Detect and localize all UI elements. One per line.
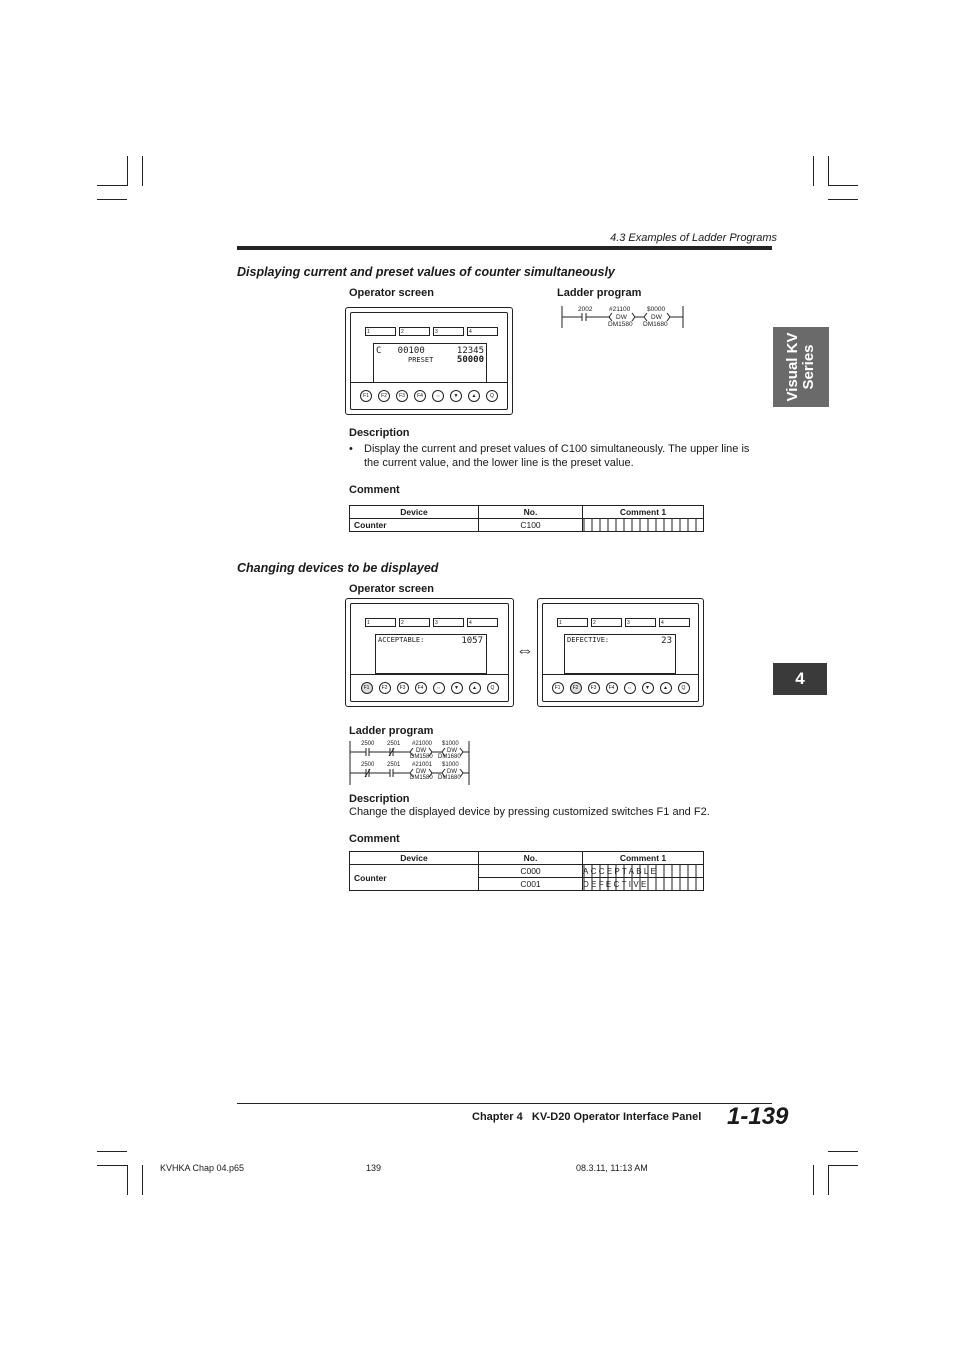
- description-text: Change the displayed device by pressing customized switches F1 and F2.: [349, 806, 710, 818]
- crop-mark: [813, 156, 814, 186]
- function-key-labels: [365, 327, 498, 336]
- ladder-op2-bot: DM1680: [438, 754, 461, 760]
- down-button[interactable]: ▼: [450, 390, 462, 402]
- ladder-contact: 2500: [361, 762, 375, 768]
- ladder-op1-top: #21000: [412, 741, 433, 747]
- crop-mark: [828, 1151, 858, 1152]
- sheet-number: 139: [366, 1163, 382, 1173]
- col-comment: Comment 1: [583, 506, 704, 519]
- ladder-contact: 2501: [387, 741, 401, 747]
- lcd-line2-right: 50000: [456, 355, 484, 365]
- ladder-op1-top: #21100: [609, 306, 631, 313]
- col-device: Device: [350, 506, 479, 519]
- operator-screen-label: Operator screen: [349, 287, 434, 299]
- chapter-tab: 4: [773, 663, 827, 695]
- lcd-line1-right: 12345: [456, 346, 484, 356]
- crop-mark: [828, 185, 858, 186]
- button-row: [351, 674, 508, 701]
- operator-panel-acceptable: [345, 598, 514, 707]
- page-number: 1-139: [727, 1103, 789, 1130]
- lcd-label: ACCEPTABLE:: [378, 636, 425, 644]
- operator-panel-defective: [537, 598, 704, 707]
- button-row: [543, 674, 698, 701]
- button-row: [351, 382, 507, 409]
- crop-mark: [97, 1165, 127, 1166]
- footer-chapter-title: KV-D20 Operator Interface Panel: [531, 1111, 702, 1123]
- footer-rule: [237, 1103, 772, 1104]
- header-rule: [237, 246, 772, 250]
- f1-button[interactable]: F1: [360, 390, 372, 402]
- ladder-op2-mid: DW: [447, 748, 457, 754]
- panel-bezel: [542, 603, 699, 702]
- ladder-contact: 2501: [387, 762, 401, 768]
- ladder-op1-mid: DW: [416, 748, 426, 754]
- ladder-op2-mid: DW: [651, 314, 662, 321]
- fkey-label: 1: [365, 618, 396, 627]
- section2-heading: Changing devices to be displayed: [237, 561, 439, 575]
- switch-button[interactable]: ⇔: [433, 682, 445, 694]
- description-text: Display the current and preset values of C100 simultaneously. The upper line is the current value, and the lower line is the preset value.: [364, 443, 750, 469]
- crop-mark: [97, 1151, 127, 1152]
- f1-button[interactable]: F1: [552, 682, 564, 694]
- panel-bezel: [350, 603, 509, 702]
- ladder-program-label: Ladder program: [557, 287, 642, 299]
- fkey-label: 2: [591, 618, 622, 627]
- cell-no: C000: [479, 865, 583, 878]
- fkey-label: 3: [433, 327, 464, 336]
- lcd-display: [375, 634, 487, 674]
- up-button[interactable]: ▲: [468, 390, 480, 402]
- function-key-labels: [557, 618, 690, 627]
- comment-label: Comment: [349, 833, 400, 845]
- operator-panel: [345, 307, 513, 415]
- ladder-op1-mid: DW: [416, 769, 426, 775]
- table-row: [350, 519, 704, 532]
- lcd-display: [373, 343, 487, 383]
- cell-device: Counter: [350, 865, 479, 891]
- q-button[interactable]: Q: [678, 682, 690, 694]
- ladder-contact: 2500: [361, 741, 375, 747]
- lcd-label: DEFECTIVE:: [567, 636, 610, 644]
- col-comment: Comment 1: [583, 852, 704, 865]
- lcd-line2-label: PRESET: [408, 356, 434, 364]
- section1-heading: Displaying current and preset values of counter simultaneously: [237, 265, 615, 279]
- crop-mark: [828, 1165, 829, 1195]
- switch-button[interactable]: ⇔: [624, 682, 636, 694]
- crop-mark: [828, 1165, 858, 1166]
- ladder-op1-mid: DW: [616, 314, 627, 321]
- fkey-label: 4: [659, 618, 690, 627]
- footer-title: [472, 1111, 701, 1123]
- description-label: Description: [349, 427, 410, 439]
- crop-mark: [127, 1165, 128, 1195]
- file-name: KVHKA Chap 04.p65: [160, 1163, 245, 1173]
- ladder-op2-top: $0000: [647, 306, 666, 313]
- f2-button[interactable]: F2: [378, 390, 390, 402]
- ladder-op1-bot: DM1580: [608, 321, 633, 328]
- down-button[interactable]: ▼: [642, 682, 654, 694]
- f4-button[interactable]: F4: [606, 682, 618, 694]
- fkey-label: 3: [625, 618, 656, 627]
- panel-bezel: [350, 312, 508, 410]
- ladder-op2-mid: DW: [447, 769, 457, 775]
- crop-mark: [142, 156, 143, 186]
- fkey-label: 3: [433, 618, 464, 627]
- description-label: Description: [349, 793, 410, 805]
- lcd-value: 23: [661, 636, 672, 646]
- side-tab-line2: Series: [800, 344, 817, 390]
- fkey-label: 1: [365, 327, 396, 336]
- ladder-diagram: [560, 304, 686, 330]
- ladder-op1-bot: DM1580: [410, 754, 433, 760]
- lcd-display: [564, 634, 676, 674]
- cell-comment: DEFECTIVE: [583, 878, 704, 891]
- lcd-line1-left: C 00100: [376, 346, 425, 356]
- crop-mark: [828, 199, 858, 200]
- fkey-label: 2: [399, 327, 430, 336]
- f3-button[interactable]: F3: [588, 682, 600, 694]
- function-key-labels: [365, 618, 498, 627]
- col-device: Device: [350, 852, 479, 865]
- col-no: No.: [479, 852, 583, 865]
- f3-button[interactable]: F3: [396, 390, 408, 402]
- operator-screen-label: Operator screen: [349, 583, 434, 595]
- cell-comment: ACCEPTABLE: [583, 865, 704, 878]
- side-tab-line1: Visual KV: [784, 332, 801, 402]
- section-header: 4.3 Examples of Ladder Programs: [610, 232, 777, 244]
- q-button[interactable]: Q: [487, 682, 499, 694]
- crop-mark: [97, 185, 127, 186]
- ladder-contact: 2002: [578, 306, 593, 313]
- side-tab: [773, 327, 829, 407]
- lcd-value: 1057: [461, 636, 483, 646]
- ladder-op2-bot: DM1680: [438, 775, 461, 781]
- crop-mark: [142, 1165, 143, 1195]
- cell-comment: [583, 519, 704, 532]
- fkey-label: 1: [557, 618, 588, 627]
- footer-chapter: Chapter 4: [472, 1111, 523, 1123]
- ladder-op1-top: #21001: [412, 762, 433, 768]
- comment-table: [349, 505, 704, 532]
- up-button[interactable]: ▲: [660, 682, 672, 694]
- f3-button[interactable]: F3: [397, 682, 409, 694]
- f1-button[interactable]: F1: [361, 682, 373, 694]
- fkey-label: 4: [467, 327, 498, 336]
- f4-button[interactable]: F4: [414, 390, 426, 402]
- ladder-op1-bot: DM1580: [410, 775, 433, 781]
- table-row: [350, 865, 704, 878]
- cell-no: C100: [479, 519, 583, 532]
- up-button[interactable]: ▲: [469, 682, 481, 694]
- print-timestamp: 08.3.11, 11:13 AM: [576, 1163, 648, 1173]
- fkey-label: 2: [399, 618, 430, 627]
- fkey-label: 4: [467, 618, 498, 627]
- f2-button[interactable]: F2: [379, 682, 391, 694]
- switch-button[interactable]: ⇔: [432, 390, 444, 402]
- swap-arrow-icon: ⇔: [516, 640, 534, 660]
- crop-mark: [828, 156, 829, 186]
- crop-mark: [97, 199, 127, 200]
- cell-no: C001: [479, 878, 583, 891]
- ladder-op2-bot: DM1680: [643, 321, 668, 328]
- q-button[interactable]: Q: [486, 390, 498, 402]
- crop-mark: [127, 156, 128, 186]
- description-bullet: •: [349, 443, 353, 455]
- comment-label: Comment: [349, 484, 400, 496]
- ladder-op2-top: $1000: [442, 762, 459, 768]
- down-button[interactable]: ▼: [451, 682, 463, 694]
- cell-device: Counter: [350, 519, 479, 532]
- ladder-diagram: [348, 740, 472, 786]
- col-no: No.: [479, 506, 583, 519]
- f2-button[interactable]: F2: [570, 682, 582, 694]
- ladder-program-label: Ladder program: [349, 725, 434, 737]
- ladder-op2-top: $1000: [442, 741, 459, 747]
- comment-table: [349, 851, 704, 891]
- f4-button[interactable]: F4: [415, 682, 427, 694]
- crop-mark: [813, 1165, 814, 1195]
